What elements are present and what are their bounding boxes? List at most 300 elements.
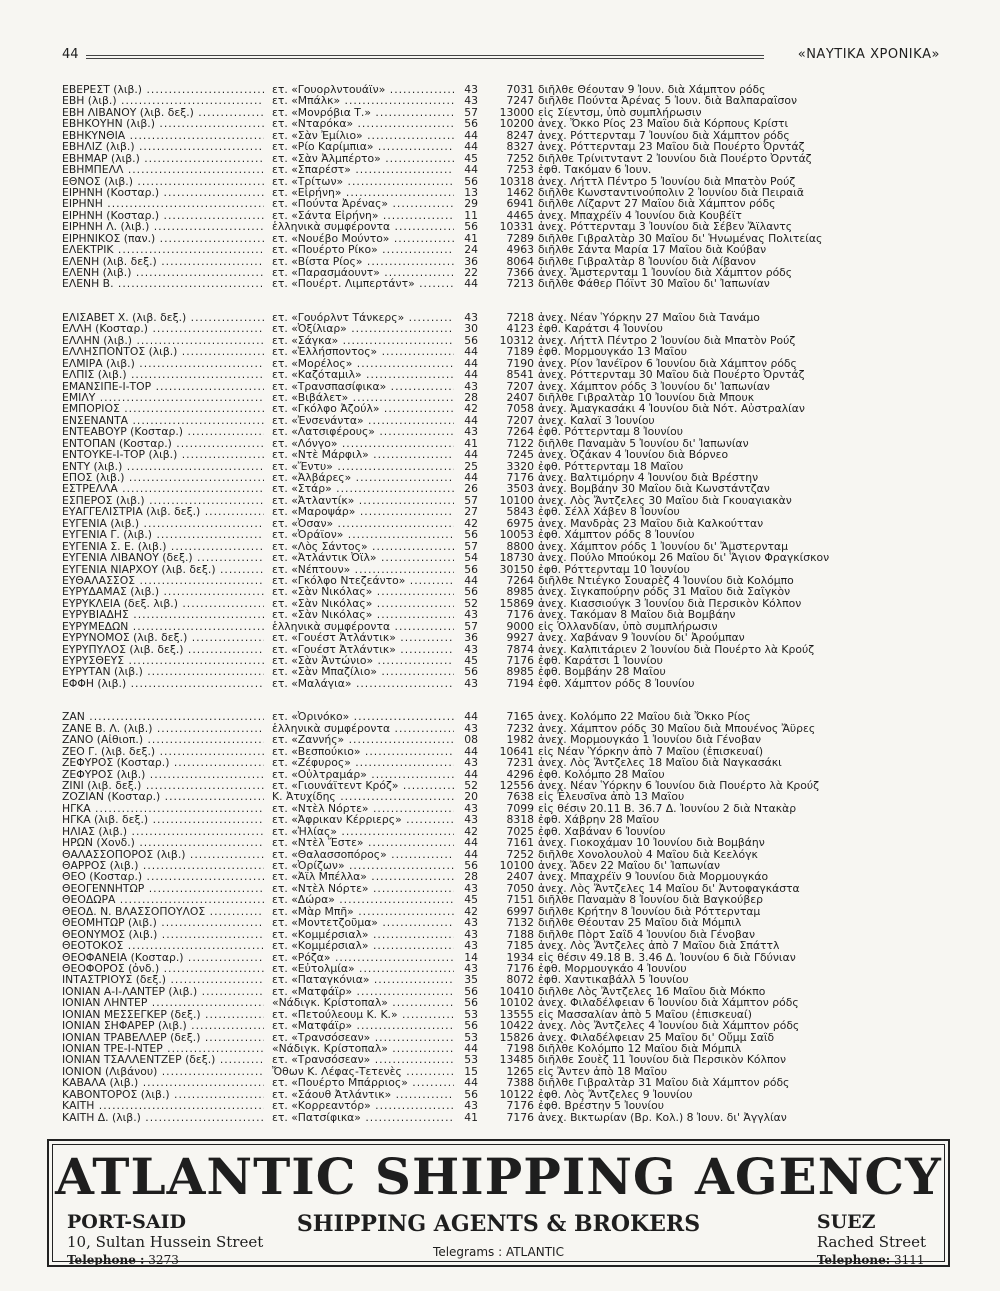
ship-name: ΕΥΓΕΝΙΑ (λιβ.) .....	[62, 518, 264, 529]
ship-agent: ετ. «Γουέστ Ἀτλάντικ» .....	[272, 644, 454, 655]
ship-row	[62, 609, 942, 620]
ship-status: ἀνεχ. Φιλαδέλφειαν 6 Ἰουνίου διὰ Χάμπτον ρόδς	[538, 997, 799, 1009]
ship-tonnage: 43	[464, 1100, 478, 1112]
ship-row	[62, 244, 942, 255]
ship-row	[62, 1089, 942, 1100]
ship-name: ΙΝΤΑΣΤΡΙΟΥΣ (δεξ.) .....	[62, 974, 264, 985]
ship-tonnage: 44	[464, 1043, 478, 1055]
ship-row	[62, 164, 942, 175]
ad-phone-number: 3111	[893, 1253, 925, 1267]
ship-tonnage: 41	[464, 437, 478, 450]
ship-number: 13555	[499, 1008, 534, 1021]
ship-tonnage: 44	[464, 1077, 478, 1089]
ship-row	[62, 1009, 942, 1020]
ship-number: 8247	[506, 129, 534, 142]
ship-row	[62, 666, 942, 677]
ship-tonnage: 44	[464, 848, 478, 861]
ship-status: ἐφθ. Ρόττερνταμ 8 Ἰουνίου	[538, 426, 683, 438]
ship-tonnage: 42	[464, 403, 478, 415]
ship-agent: ετ. «Ὀρίζων» .....	[272, 860, 454, 871]
ship-row	[62, 746, 942, 757]
ship-agent: ετ. «Ὀξίλιαρ» .....	[272, 323, 454, 334]
ship-number: 1982	[506, 734, 534, 746]
ad-telegrams-label: Telegrams :	[433, 1245, 503, 1259]
ship-row	[62, 483, 942, 494]
ship-name: ΕΛΠΙΣ (λιβ.) .....	[62, 369, 264, 380]
ship-name: ΕΒΗΛΙΖ (λιβ.) .....	[62, 141, 264, 152]
ship-agent: ετ. «Σάουθ Ἀτλάντικ» .....	[272, 1089, 454, 1100]
ship-agent: ετ. «Τρίτων» .....	[272, 176, 454, 187]
ship-status: εἰς Σίεντσμ, ὑπὸ συμπλήρωσιν	[538, 106, 702, 119]
ship-tonnage: 53	[464, 1008, 478, 1021]
ship-row	[62, 267, 942, 278]
ship-name: ΕΝΤΥ (λιβ.) .....	[62, 461, 264, 472]
ship-number: 10100	[499, 494, 534, 507]
ship-agent: ετ. «Ματφάϊρ» .....	[272, 986, 454, 997]
ship-tonnage: 30	[464, 323, 478, 335]
ship-row	[62, 1077, 942, 1088]
ship-name: ΖΑΝΟ (Αἰθιοπ.) .....	[62, 734, 264, 745]
ship-number: 1265	[506, 1065, 534, 1078]
ship-tonnage: 44	[464, 837, 478, 849]
ship-tonnage: 41	[464, 1111, 478, 1124]
listing-section	[62, 312, 942, 689]
ship-agent: ετ. «Ὀρινόκο» .....	[272, 711, 454, 722]
ship-row	[62, 346, 942, 357]
ship-name: ΕΛΕΝΗ (λιβ.) .....	[62, 267, 264, 278]
ship-status: ἀνεχ. Μπαχρέϊν 9 Ἰουνίου διὰ Μορμουγκάο	[538, 871, 769, 883]
ship-tonnage: 20	[464, 791, 478, 803]
ship-number: 7185	[506, 940, 534, 952]
ship-name: ΗΓΚΑ .....	[62, 803, 264, 814]
ship-agent: ετ. «Ἑλλήσποντος» .....	[272, 346, 454, 357]
ship-agent: ἑλληνικὰ συμφέροντα .....	[272, 221, 454, 232]
ship-status: ἐφθ. Χάμπτον ρόδς 8 Ἰουνίου	[538, 529, 695, 541]
ship-status: ἀνεχ. Ρόττερνταμ 23 Μαΐου διὰ Πουέρτο Ὀρντάζ	[538, 141, 805, 153]
ship-name: ΘΕΟΔ. Ν. ΒΛΑΣΣΟΠΟΥΛΟΣ .....	[62, 906, 264, 917]
ship-number: 10053	[499, 529, 534, 541]
ship-status: διῆλθε Κωνσταντινούπολιν 2 Ἰουνίου διὰ Πειραιᾶ	[538, 186, 805, 199]
ship-number: 2407	[506, 391, 534, 404]
ship-status: ἀνεχ. Χαβάναν 9 Ἰουνίου δι' Ἀρούμπαν	[538, 632, 745, 644]
ship-tonnage: 28	[464, 871, 478, 883]
ship-status: ἀνεχ. Ἄδεν 22 Μαΐου δι' Ἰαπωνίαν	[538, 860, 721, 872]
ship-agent: ετ. «Ρόζα» .....	[272, 952, 454, 963]
ship-tonnage: 56	[464, 997, 478, 1009]
ship-listing	[62, 84, 942, 1123]
ad-phone-label: Telephone :	[67, 1253, 145, 1267]
ship-number: 7231	[506, 757, 534, 769]
ship-status: εἰς Ἄντεν ἀπὸ 18 Μαΐου	[538, 1065, 668, 1078]
ship-row	[62, 598, 942, 609]
ship-status: ἐφθ. Μορμουγκάο 13 Μαΐου	[538, 346, 687, 358]
ship-number: 10410	[499, 985, 534, 998]
ship-name: ΕΝΣΕΝΑΝΤΑ .....	[62, 415, 264, 426]
ship-tonnage: 44	[464, 745, 478, 758]
ship-status: ἀνεχ. Βομβάην 30 Μαΐου διὰ Κωνστάντζαν	[538, 483, 770, 495]
ship-number: 6997	[506, 905, 534, 918]
ship-agent: ετ. «Πουέρτ. Λιμπερτάντ» .....	[272, 278, 454, 289]
ship-row	[62, 644, 942, 655]
ship-row	[62, 415, 942, 426]
ship-row	[62, 803, 942, 814]
ship-number: 10331	[499, 221, 534, 233]
ship-status: ἀνεχ. Χάμπτον ρόδς 30 Μαΐου διὰ Μπουένος Ἄϋρες	[538, 722, 816, 735]
ship-name: ΕΣΤΡΕΛΛΑ .....	[62, 483, 264, 494]
ship-number: 10122	[499, 1088, 534, 1101]
ship-agent: ετ. «Γκόλφο Ντεζεάντο» .....	[272, 575, 454, 586]
ship-number: 4963	[506, 244, 534, 256]
ship-row	[62, 986, 942, 997]
ship-tonnage: 14	[464, 951, 478, 963]
ad-title: ATLANTIC SHIPPING AGENCY	[55, 1147, 942, 1206]
ship-name: ΕΣΠΕΡΟΣ (λιβ.) .....	[62, 495, 264, 506]
ship-tonnage: 53	[464, 1031, 478, 1044]
ship-tonnage: 56	[464, 1020, 478, 1032]
ship-number: 6975	[506, 517, 534, 530]
ship-tonnage: 44	[464, 768, 478, 780]
ship-number: 3503	[506, 483, 534, 495]
ship-number: 7213	[506, 278, 534, 290]
ship-agent: ετ. «Ρίο Καρίμπια» .....	[272, 141, 454, 152]
ship-status: εἰς Ἐλευσῖνα ἀπὸ 13 Μαΐου	[538, 791, 685, 803]
ship-tonnage: 44	[464, 369, 478, 381]
ship-agent: ετ. «Λὸς Σάντος» .....	[272, 541, 454, 552]
ship-tonnage: 43	[464, 917, 478, 929]
ship-status: ἀνεχ. Λὸς Ἄντζελες 14 Μαΐου δι' Ἀντοφαγκάστα	[538, 882, 800, 895]
ship-row	[62, 963, 942, 974]
ship-name: ΕΒΕΡΕΣΤ (λιβ.) .....	[62, 84, 264, 95]
ship-agent: ετ. «Παρασμάουντ» .....	[272, 267, 454, 278]
ship-status: διῆλθε Θέουταν 9 Ἰουν. διὰ Χάμπτον ρόδς	[538, 84, 766, 96]
ship-row	[62, 632, 942, 643]
ship-agent: ετ. «Ντὲλ Ἔστε» .....	[272, 837, 454, 848]
ship-row	[62, 871, 942, 882]
ship-status: ἀνεχ. Ρόττερνταμ 30 Μαΐου διὰ Πουέρτο Ὀρντάζ	[538, 369, 805, 381]
ship-tonnage: 42	[464, 517, 478, 530]
ship-number: 13000	[499, 106, 534, 119]
ship-name: ΘΕΟΦΑΝΕΙΑ (Κοσταρ.) .....	[62, 952, 264, 963]
ship-tonnage: 28	[464, 391, 478, 404]
ship-row	[62, 529, 942, 540]
ship-row	[62, 780, 942, 791]
ship-number: 15869	[499, 597, 534, 610]
ship-row	[62, 860, 942, 871]
ship-tonnage: 43	[464, 95, 478, 107]
ship-tonnage: 43	[464, 643, 478, 656]
ad-telegrams	[53, 1245, 944, 1259]
ship-number: 7190	[506, 357, 534, 370]
ship-agent: Ὄθων Κ. Λέφας-Τετενὲς .....	[272, 1066, 454, 1077]
ship-status: ἀνεχ. Μπαχρέϊν 4 Ἰουνίου διὰ Κουβέϊτ	[538, 209, 742, 222]
ship-agent: ετ. «Οὐλτραμάρ» .....	[272, 769, 454, 780]
ship-name: ΕΥΡΥΜΕΔΩΝ .....	[62, 621, 264, 632]
listing-section	[62, 84, 942, 290]
ship-status: διῆλθε Φάθερ Πόϊντ 30 Μαΐου δι' Ἰαπωνίαν	[538, 278, 770, 290]
ship-row	[62, 95, 942, 106]
ship-tonnage: 29	[464, 198, 478, 210]
ship-status: ἀνεχ. Γιοκοχάμαν 10 Ἰουνίου διὰ Βομβάην	[538, 837, 765, 849]
ship-tonnage: 43	[464, 814, 478, 826]
ship-row	[62, 1020, 942, 1031]
ship-name: ΘΕΟΜΗΤΩΡ (λιβ.) .....	[62, 917, 264, 928]
ship-row	[62, 141, 942, 152]
ship-row	[62, 278, 942, 289]
ship-status: ἀνεχ. Λήττλ Πέντρο 2 Ἰουνίου διὰ Μπατὸν Ρούζ	[538, 334, 796, 347]
ship-row	[62, 472, 942, 483]
ship-name: ΘΑΛΑΣΣΟΠΟΡΟΣ (λιβ.) .....	[62, 849, 264, 860]
ship-name: ΕΥΡΥΤΑΝ (λιβ.) .....	[62, 666, 264, 677]
ship-name: ΕΜΠΟΡΙΟΣ .....	[62, 403, 264, 414]
ship-number: 10312	[499, 334, 534, 347]
ship-agent: ετ. «Ζέφυρος» .....	[272, 757, 454, 768]
page-header	[62, 44, 940, 66]
ship-row	[62, 1066, 942, 1077]
ship-agent: ετ. «Ὀσαν» .....	[272, 518, 454, 529]
ship-agent: ετ. «Μορέλος» .....	[272, 358, 454, 369]
ship-agent: ετ. «Μπάλκ» .....	[272, 95, 454, 106]
ship-name: ΙΟΝΙΑΝ ΛΗΝΤΕΡ .....	[62, 997, 264, 1008]
ship-status: ἀνεχ. Λήττλ Πέντρο 5 Ἰουνίου διὰ Μπατὸν Ρούζ	[538, 175, 796, 187]
ship-agent: ετ. «Πουέρτο Ρίκο» .....	[272, 244, 454, 255]
ship-number: 7161	[506, 837, 534, 849]
ship-number: 7264	[506, 426, 534, 438]
ship-status: ἀνεχ. Ὀζάκαν 4 Ἰουνίου διὰ Βόρνεο	[538, 449, 729, 461]
ship-agent: ετ. «Ἠλίας» .....	[272, 826, 454, 837]
ship-tonnage: 42	[464, 825, 478, 838]
ship-tonnage: 56	[464, 860, 478, 872]
ship-tonnage: 44	[464, 449, 478, 461]
section-gap	[62, 689, 942, 711]
ship-tonnage: 56	[464, 334, 478, 347]
ship-number: 5843	[506, 506, 534, 518]
ship-number: 7252	[506, 152, 534, 165]
ship-agent: ετ. «Πατσίφικα» .....	[272, 1112, 454, 1123]
ship-tonnage: 43	[464, 677, 478, 690]
ship-row	[62, 256, 942, 267]
ship-row	[62, 952, 942, 963]
ship-row	[62, 233, 942, 244]
ship-agent: ετ. «Πούντα Ἀρένας» .....	[272, 198, 454, 209]
ship-number: 8800	[506, 540, 534, 553]
ship-number: 7176	[506, 472, 534, 484]
ship-name: ΗΓΚΑ (λιβ. δεξ.) .....	[62, 814, 264, 825]
ship-number: 2407	[506, 871, 534, 883]
ship-agent: ετ. «Γιουνάϊτεντ Κρόζ» .....	[272, 780, 454, 791]
ship-row	[62, 734, 942, 745]
ship-tonnage: 44	[464, 164, 478, 176]
ship-number: 3320	[506, 460, 534, 473]
ship-tonnage: 44	[464, 414, 478, 427]
ship-agent: ετ. «Βεσπούκιο» .....	[272, 746, 454, 757]
ship-status: ἐφθ. Χαβάναν 6 Ἰουνίου	[538, 825, 666, 838]
ship-agent: Κ. Ἀτυχίδης .....	[272, 791, 454, 802]
ship-row	[62, 107, 942, 118]
ship-number: 7132	[506, 917, 534, 929]
ship-row	[62, 118, 942, 129]
ship-number: 7264	[506, 574, 534, 587]
ship-name: ΖΑΝΕ Β. Λ. (λιβ.) .....	[62, 723, 264, 734]
ship-status: ἀνεχ. Μορμουγκάο 1 Ἰουνίου διὰ Γένοβαν	[538, 734, 762, 746]
ship-number: 7253	[506, 164, 534, 176]
ship-name: ΕΥΓΕΝΙΑ ΝΙΑΡΧΟΥ (λιβ. δεξ.) .....	[62, 564, 264, 575]
ship-status: ἀνεχ. Λὸς Ἄντζελες 30 Μαΐου διὰ Γκουαγιακὰν	[538, 494, 792, 507]
ship-status: διῆλθε Γιβραλτὰρ 8 Ἰουνίου διὰ Λίβανον	[538, 255, 756, 268]
ship-number: 8064	[506, 255, 534, 268]
ship-tonnage: 43	[464, 311, 478, 324]
ship-agent: ετ. «Στάρ» .....	[272, 483, 454, 494]
ship-row	[62, 449, 942, 460]
ship-name: ΕΝΤΟΥΚΕ-Ι-ΤΟΡ (λιβ.) .....	[62, 449, 264, 460]
ship-tonnage: 45	[464, 152, 478, 165]
ship-status: ἐφθ. Ρόττερνταμ 10 Ἰουνίου	[538, 563, 690, 575]
ship-name: ΘΕΟΓΕΝΝΗΤΩΡ .....	[62, 883, 264, 894]
ship-tonnage: 22	[464, 267, 478, 279]
ship-name: ΖΕΦΥΡΟΣ (λιβ.) .....	[62, 769, 264, 780]
ship-agent: ετ. «Ἀτλάντικ Ὀϊλ» .....	[272, 552, 454, 563]
ship-agent: ετ. «Γουέστ Ἀτλάντικ» .....	[272, 632, 454, 643]
ship-agent: ετ. «Κομμέρσιαλ» .....	[272, 940, 454, 951]
ship-row	[62, 335, 942, 346]
ship-agent: ετ. «Ἐνσενάντα» .....	[272, 415, 454, 426]
ship-number: 7252	[506, 848, 534, 861]
ship-agent: ἑλληνικὰ συμφέροντα .....	[272, 723, 454, 734]
ship-agent: ετ. «Μονρόβια Τ.» .....	[272, 107, 454, 118]
ship-agent: ετ. «Κορρεαντόρ» .....	[272, 1100, 454, 1111]
ad-inner-border	[52, 1144, 945, 1267]
ship-number: 7247	[506, 95, 534, 107]
ship-status: ἀνεχ. Βικτωρίαν (Βρ. Κολ.) 8 Ἰουν. δι' Ἀγγλίαν	[538, 1111, 787, 1124]
ship-status: ἐφθ. Ρόττερνταμ 18 Μαΐου	[538, 460, 684, 473]
ship-number: 13485	[499, 1054, 534, 1066]
ship-row	[62, 586, 942, 597]
ship-tonnage: 43	[464, 609, 478, 621]
ship-agent: ετ. «Τρανσόσεαν» .....	[272, 1054, 454, 1065]
ship-name: ΕΒΗΜΑΡ (λιβ.) .....	[62, 153, 264, 164]
ship-row	[62, 518, 942, 529]
ship-status: ἐφθ. Χαντικαβάλλ 5 Ἰουνίου	[538, 974, 689, 986]
ship-name: ΙΟΝΙΑΝ ΣΗΦΑΡΕΡ (λιβ.) .....	[62, 1020, 264, 1031]
ship-tonnage: 56	[464, 586, 478, 598]
page-number: 44	[62, 47, 79, 62]
ship-agent: ετ. «Ντὲ Μάρφιλ» .....	[272, 449, 454, 460]
ship-name: ΕΥΡΥΒΙΑΔΗΣ .....	[62, 609, 264, 620]
ship-row	[62, 495, 942, 506]
ship-status: ἀνεχ. Σιγκαπούρην ρόδς 31 Μαΐου διὰ Σαΐγκὸν	[538, 586, 791, 598]
ship-agent: ετ. «Μαροψάρ» .....	[272, 506, 454, 517]
ship-agent: ετ. «Εὐτολμία» .....	[272, 963, 454, 974]
ship-status: ἀνεχ. Καλπιτάριεν 2 Ἰουνίου διὰ Πουέρτο λὰ Κρούζ	[538, 643, 815, 656]
ship-agent: ετ. «Λατσιφέρους» .....	[272, 426, 454, 437]
ship-row	[62, 84, 942, 95]
ship-agent: ετ. «Θαλασσοπόρος» .....	[272, 849, 454, 860]
ship-name: ΚΑΙΤΗ Δ. (λιβ.) .....	[62, 1112, 264, 1123]
ship-name: ΕΙΡΗΝΗ Λ. (λιβ.) .....	[62, 221, 264, 232]
header-rule	[86, 55, 764, 59]
ship-name: ΖΕΦΥΡΟΣ (Κοσταρ.) .....	[62, 757, 264, 768]
ship-tonnage: 44	[464, 346, 478, 358]
ship-number: 7366	[506, 267, 534, 279]
ship-tonnage: 45	[464, 894, 478, 906]
ship-name: ΖΑΝ .....	[62, 711, 264, 722]
ship-name: ΕΛΕΝΗ (λιβ. δεξ.) .....	[62, 256, 264, 267]
ship-status: ἐφθ. Βρέστην 5 Ἰουνίου	[538, 1100, 664, 1112]
ship-row	[62, 552, 942, 563]
ship-agent: ετ. «Γουόρλντ Τάνκερς» .....	[272, 312, 454, 323]
ship-number: 7207	[506, 414, 534, 427]
ship-tonnage: 43	[464, 722, 478, 735]
ship-tonnage: 56	[464, 221, 478, 233]
ad-subtitle: SHIPPING AGENTS & BROKERS	[296, 1211, 701, 1237]
ship-name: ΙΟΝΙΟΝ (Λιβάνου) .....	[62, 1066, 264, 1077]
ship-number: 7198	[506, 1043, 534, 1055]
ship-status: ἐφθ. Μορμουγκάο 4 Ἰουνίου	[538, 962, 687, 975]
ship-tonnage: 43	[464, 882, 478, 895]
ship-number: 7122	[506, 437, 534, 450]
ship-name: ΕΒΗ (λιβ.) .....	[62, 95, 264, 106]
ship-agent: ετ. «Πουέρτο Μπάρριος» .....	[272, 1077, 454, 1088]
ship-number: 10422	[499, 1020, 534, 1032]
ship-agent: ετ. «Ντὲλ Νόρτε» .....	[272, 803, 454, 814]
ship-name: ΘΕΟΝΥΜΟΣ (λιβ.) .....	[62, 929, 264, 940]
ship-row	[62, 940, 942, 951]
ship-row	[62, 757, 942, 768]
ship-number: 4296	[506, 768, 534, 780]
ship-number: 7099	[506, 802, 534, 815]
ship-name: ΕΜΑΝΣΙΠΕ-Ι-ΤΟΡ .....	[62, 381, 264, 392]
ship-agent: ετ. «Ἀτλαντίκ» .....	[272, 495, 454, 506]
ship-agent: «Νάδιγκ. Κρίστοπαλ» .....	[272, 997, 454, 1008]
ship-number: 7165	[506, 711, 534, 723]
ship-status: διῆλθε Πούντα Ἀρένας 5 Ἰουν. διὰ Βαλπαραΐσον	[538, 95, 798, 107]
ship-agent: ἑλληνικὰ συμφέροντα .....	[272, 621, 454, 632]
ship-row	[62, 438, 942, 449]
ship-tonnage: 44	[464, 278, 478, 290]
ship-agent: «Νάδιγκ. Κρίστοπαλ» .....	[272, 1043, 454, 1054]
ship-tonnage: 57	[464, 494, 478, 507]
ship-name: ΕΙΡΗΝΙΚΟΣ (παν.) .....	[62, 233, 264, 244]
ship-row	[62, 678, 942, 689]
ship-number: 7232	[506, 722, 534, 735]
ad-office-port-said	[67, 1211, 263, 1269]
ship-name: ΕΥΡΥΣΘΕΥΣ .....	[62, 655, 264, 666]
ship-tonnage: 56	[464, 985, 478, 998]
journal-title: «ΝΑΥΤΙΚΑ ΧΡΟΝΙΚΑ»	[797, 47, 940, 62]
ship-tonnage: 27	[464, 506, 478, 518]
ship-row	[62, 541, 942, 552]
ship-row	[62, 1112, 942, 1123]
ship-status: ἀνεχ. Τακόμαν 8 Μαΐου διὰ Βομβάην	[538, 609, 736, 621]
ship-number: 12556	[499, 779, 534, 792]
ship-name: ΕΝΤΟΠΑΝ (Κοσταρ.) .....	[62, 438, 264, 449]
ship-row	[62, 381, 942, 392]
ship-name: ΕΒΗΚΥΝΘΙΑ .....	[62, 130, 264, 141]
ship-status: εἰς Ὁλλανδίαν, ὑπὸ συμπλήρωσιν	[538, 620, 718, 633]
ship-status: ἐφθ. Τακόμαν 6 Ἰουν.	[538, 164, 652, 176]
ship-tonnage: 43	[464, 757, 478, 769]
ship-name: ΕΒΗΜΠΕΛΛ .....	[62, 164, 264, 175]
ship-agent: ετ. «Σὰν Νικόλας» .....	[272, 609, 454, 620]
ship-agent: ετ. «Σὰν Νικόλας» .....	[272, 586, 454, 597]
ship-status: ἐφθ. Καράτσι 1 Ἰουνίου	[538, 655, 663, 667]
ship-name: ΖΕΟ Γ. (λιβ. δεξ.) .....	[62, 746, 264, 757]
ship-status: ἀνεχ. Μανδρὰς 23 Μαΐου διὰ Καλκούτταν	[538, 517, 764, 530]
ship-row	[62, 187, 942, 198]
ship-name: ΕΛΛΗΝ (λιβ.) .....	[62, 335, 264, 346]
ship-agent: ετ. «Σὰν Ἀλμπέρτο» .....	[272, 153, 454, 164]
ship-status: διῆλθε Παναμὰν 5 Ἰουνίου δι' Ἰαπωνίαν	[538, 437, 749, 450]
ship-number: 4123	[506, 323, 534, 335]
